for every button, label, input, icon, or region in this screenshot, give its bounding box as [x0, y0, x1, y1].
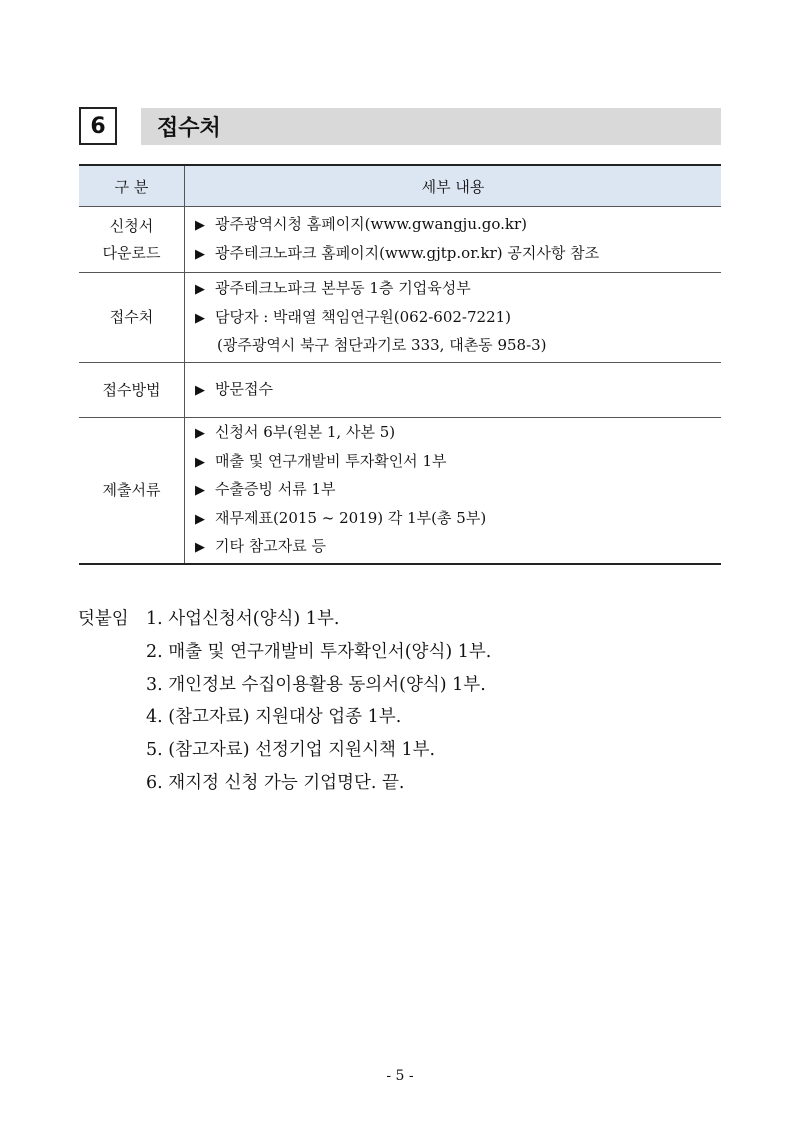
row-content — [185, 207, 722, 273]
table-row — [79, 273, 721, 363]
table-row — [79, 207, 721, 273]
list-item: ▶ 수출증빙 서류 1부 — [195, 476, 720, 505]
address-line: (광주광역시 북구 첨단과기로 333, 대촌동 958-3) — [217, 336, 547, 355]
bullet-triangle-icon: ▶ — [195, 540, 205, 555]
section-number: 6 — [79, 107, 117, 145]
row-content — [185, 418, 722, 564]
attachment-item: 2. 매출 및 연구개발비 투자확인서(양식) 1부. — [146, 641, 492, 662]
table-row — [79, 363, 721, 418]
row-category: 신청서 다운로드 — [79, 207, 185, 273]
row-category: 접수처 — [79, 273, 185, 363]
bullet-triangle-icon: ▶ — [195, 246, 205, 262]
attachment-item: 덧붙임 1. 사업신청서(양식) 1부. — [78, 603, 491, 636]
reception-table — [79, 164, 721, 565]
bullet-triangle-icon: ▶ — [195, 426, 205, 441]
bullet-triangle-icon: ▶ — [195, 483, 205, 498]
row-content — [185, 363, 722, 418]
header-details: 세부 내용 — [185, 165, 722, 207]
bullet-triangle-icon: ▶ — [195, 454, 205, 470]
list-item: ▶ 담당자 : 박래열 책임연구원(062-602-7221) — [195, 304, 720, 333]
attachments-list — [78, 603, 491, 800]
list-item: ▶ 광주광역시청 홈페이지(www.gwangju.go.kr) — [195, 211, 720, 240]
section-title: 접수처 — [141, 108, 721, 145]
attachment-item: 4. (참고자료) 지원대상 업종 1부. — [146, 707, 402, 728]
bullet-triangle-icon: ▶ — [195, 382, 205, 398]
table-row — [79, 418, 721, 564]
page-number: - 5 - — [386, 1068, 414, 1084]
list-item: ▶ 광주테크노파크 본부동 1층 기업육성부 — [195, 275, 720, 304]
bullet-triangle-icon: ▶ — [195, 511, 205, 527]
attachment-item: 6. 재지정 신청 가능 기업명단. 끝. — [146, 772, 405, 793]
list-item: ▶ 신청서 6부(원본 1, 사본 5) — [195, 419, 720, 448]
section-header — [79, 107, 721, 147]
list-item: ▶ 방문접수 — [195, 376, 720, 405]
header-category: 구 분 — [79, 165, 185, 207]
attachment-item: 3. 개인정보 수집이용활용 동의서(양식) 1부. — [146, 674, 486, 695]
list-item: ▶ 재무제표(2015 ~ 2019) 각 1부(총 5부) — [195, 505, 720, 534]
list-item: ▶ 기타 참고자료 등 — [195, 533, 720, 562]
bullet-triangle-icon: ▶ — [195, 218, 205, 233]
row-content — [185, 273, 722, 363]
table-header-row — [79, 165, 721, 207]
row-category: 제출서류 — [79, 418, 185, 564]
list-item: ▶ 광주테크노파크 홈페이지(www.gjtp.or.kr) 공지사항 참조 — [195, 240, 720, 269]
attachments-label: 덧붙임 — [78, 609, 129, 629]
attachment-item: 5. (참고자료) 선정기업 지원시책 1부. — [146, 740, 436, 761]
bullet-triangle-icon: ▶ — [195, 282, 205, 298]
list-item: ▶ 매출 및 연구개발비 투자확인서 1부 — [195, 448, 720, 477]
bullet-triangle-icon: ▶ — [195, 310, 205, 326]
row-category: 접수방법 — [79, 363, 185, 418]
